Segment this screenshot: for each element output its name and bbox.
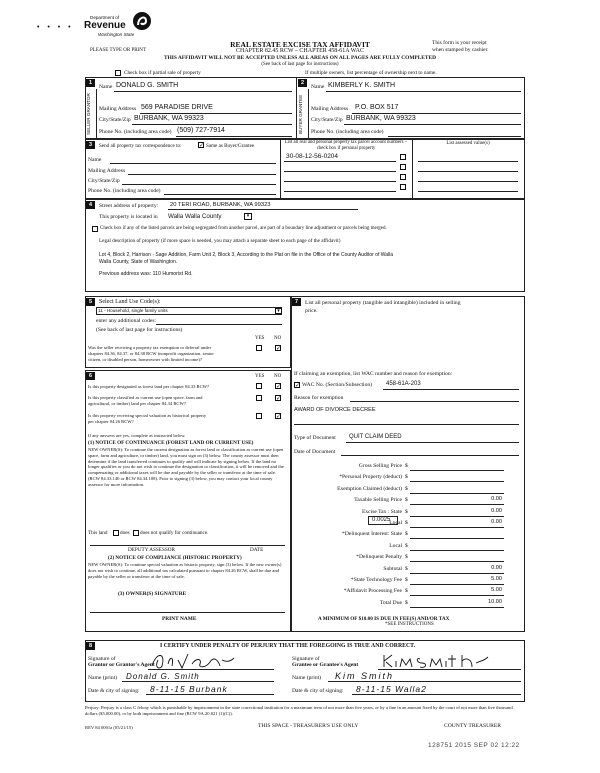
state-technology-fee-dollar: $ xyxy=(405,577,408,583)
grantor-name-print-label: Name (print) xyxy=(88,675,118,681)
print-name-label: PRINT NAME xyxy=(162,616,197,622)
same-as-buyer-label: Same as Buyer/Grantee xyxy=(206,143,255,149)
recording-stamp: 128751 2015 SEP 02 12:22 xyxy=(428,742,520,749)
seller-side-divider xyxy=(96,89,97,139)
delinquent-interest-local-line xyxy=(410,550,504,551)
see-back-notice: (See back of last page for instructions) xyxy=(261,62,339,67)
affidavit-processing-fee-line xyxy=(410,595,504,596)
s3-city-label: City/State/Zip xyxy=(88,178,120,184)
county-treasurer-label: COUNTY TREASURER xyxy=(444,723,502,729)
form-revision: REV 84 0001a (05/21/15) xyxy=(85,725,133,730)
form-title: REAL ESTATE EXCISE TAX AFFIDAVIT xyxy=(230,40,370,49)
buyer-city-value[interactable]: BURBANK, WA 99323 xyxy=(346,115,416,122)
historic-question-2: per chapter 84.26 RCW? xyxy=(88,419,134,424)
grantee-name-print-label: Name (print) xyxy=(292,675,322,681)
taxable-selling-price-label: Taxable Selling Price xyxy=(354,497,402,503)
buyer-city-label: City/State/Zip xyxy=(311,117,343,123)
doc-date-line xyxy=(341,455,519,456)
parcel-line-2 xyxy=(284,171,396,172)
delinquent-penalty-label: *Delinquent Penalty xyxy=(356,554,402,560)
excise-tax-state-label: Excise Tax : State xyxy=(361,509,402,515)
grantee-date-label: Date & city of signing: xyxy=(292,688,344,694)
s6-no-header: NO xyxy=(274,374,282,379)
taxable-selling-price-value[interactable]: 0.00 xyxy=(491,496,502,502)
excise-tax-local-value[interactable]: 0.00 xyxy=(491,519,502,525)
affidavit-processing-fee-label: *Affidavit Processing Fee xyxy=(343,588,402,594)
forest-land-question: Is this property designated as forest land per chapter 84.33 RCW? xyxy=(88,384,210,389)
state-technology-fee-label: *State Technology Fee xyxy=(350,577,402,583)
previous-address[interactable]: Previous address was: 110 Humorist Rd. xyxy=(99,271,193,277)
excise-tax-state-value[interactable]: 0.00 xyxy=(491,508,502,514)
segregated-checkbox[interactable] xyxy=(92,226,98,232)
historic-no-checkbox[interactable]: ✓ xyxy=(276,413,282,420)
section5-number: 5 xyxy=(86,298,95,306)
s3-phone-line xyxy=(164,194,276,195)
assessed-line-1 xyxy=(418,161,518,162)
personal-property-deduct-line xyxy=(410,481,504,482)
legal-description-line1[interactable]: Lot 4, Block 2, Harrison - Sage Addition, Farm Unit 2, Block 3, According to the Plat on file in the Office of the County Auditor of Walla xyxy=(99,252,394,258)
owner-signature-label: (3) OWNER(S) SIGNATURE xyxy=(118,591,187,597)
seller-side-label: SELLER GRANTOR xyxy=(86,93,91,135)
dots-mark: • • • • xyxy=(37,24,74,31)
buyer-name-line xyxy=(326,91,521,92)
doc-date-label: Date of Document xyxy=(294,449,336,455)
s3-phone-label: Phone No. (including area code) xyxy=(88,188,161,194)
personal-property-checkbox-4[interactable] xyxy=(400,184,406,190)
s3-name-line xyxy=(110,163,276,164)
subtotal-value[interactable]: 0.00 xyxy=(491,565,502,571)
buyer-mailing-value[interactable]: P.O. BOX 517 xyxy=(355,104,399,111)
seller-city-line xyxy=(132,124,292,125)
form-chapter: CHAPTER 82.45 RCW – CHAPTER 458-61A WAC xyxy=(236,48,364,54)
subtotal-line xyxy=(410,573,504,574)
reason-line xyxy=(350,401,519,402)
land-use-dropdown-icon[interactable]: ▾ xyxy=(275,308,282,314)
exemption-question-3: citizen, or disabled person, homeowner with limited income)? xyxy=(88,357,202,362)
forest-no-checkbox[interactable]: ✓ xyxy=(276,383,282,390)
excise-tax-local-label: Local xyxy=(389,520,402,526)
street-address-label: Street address of property: xyxy=(99,203,159,209)
see-instructions-note: *SEE INSTRUCTIONS xyxy=(385,622,434,627)
parcel-number-1[interactable]: 30-08-12-56-0204 xyxy=(286,153,339,160)
select-land-use-label: Select Land Use Code(s): xyxy=(99,299,161,305)
list-personal-property-label: List all personal property (tangible and intangible) included in selling xyxy=(305,300,461,306)
grantee-sig-label-2: Grantee or Grantee's Agent xyxy=(292,662,359,668)
total-due-dollar: $ xyxy=(405,600,408,606)
gross-selling-price-line xyxy=(410,470,504,471)
receipt-note: This form is your receipt xyxy=(432,40,487,46)
wac-line xyxy=(383,389,519,390)
excise-tax-state-line xyxy=(410,516,504,517)
partial-sale-checkbox[interactable] xyxy=(115,70,121,76)
seller-phone-label: Phone No. (including area code) xyxy=(99,129,172,135)
taxable-selling-price-dollar: $ xyxy=(405,497,408,503)
same-as-buyer-checkbox[interactable]: ✓ xyxy=(199,142,205,149)
exemption-question-1: Was the seller receiving a property tax exemption or deferral under xyxy=(88,345,212,350)
section3-divider-2 xyxy=(412,139,413,199)
grantor-name-print[interactable]: Donald G. Smith xyxy=(126,672,200,681)
list-personal-price: price. xyxy=(305,308,318,314)
dept-line3: Washington State xyxy=(98,32,135,37)
exemption-claimed-deduct-label: Exemption Claimed (deduct) xyxy=(337,486,402,492)
excise-tax-state-dollar: $ xyxy=(405,509,408,515)
seller-phone-line xyxy=(176,136,292,137)
forest-yes-checkbox[interactable] xyxy=(256,383,262,389)
delinquent-interest-local-dollar: $ xyxy=(405,543,408,549)
buyer-mailing-line xyxy=(352,113,521,114)
not-accepted-notice: THIS AFFIDAVIT WILL NOT BE ACCEPTED UNLESS ALL AREAS ON ALL PAGES ARE FULLY COMPLETED xyxy=(163,55,436,61)
current-use-yes-checkbox[interactable] xyxy=(256,395,262,401)
doc-type-line xyxy=(346,442,519,443)
buyer-name-label: Name xyxy=(311,84,325,90)
reason-label: Reason for exemption xyxy=(294,395,344,401)
land-use-value: 11 - Household, single family units xyxy=(98,308,168,313)
assessed-value-header: List assessed value(s) xyxy=(446,141,490,146)
does-qualify-checkbox[interactable] xyxy=(113,530,119,536)
assessed-line-3 xyxy=(418,181,518,182)
personal-property-checkbox-2[interactable] xyxy=(400,164,406,170)
delinquent-interest-state-label: *Delinquent Interest: State xyxy=(342,531,402,537)
excise-tax-local-dollar: $ xyxy=(405,520,408,526)
excise-tax-local-line xyxy=(410,527,504,528)
reason-line-2 xyxy=(294,424,519,425)
historic-compliance-title: (2) NOTICE OF COMPLIANCE (HISTORIC PROPERTY) xyxy=(108,555,242,561)
section8-number: 8 xyxy=(86,642,95,650)
seller-city-label: City/State/Zip xyxy=(99,117,131,123)
parties-divider xyxy=(296,77,297,139)
does-not-label: does not qualify for continuance. xyxy=(140,530,209,536)
county-dropdown-icon[interactable]: ▾ xyxy=(244,213,252,220)
does-not-qualify-checkbox[interactable] xyxy=(133,530,139,536)
grantee-sig-line xyxy=(378,669,521,670)
seller-name-line xyxy=(114,91,292,92)
total-due-value[interactable]: 10.00 xyxy=(488,599,502,605)
seller-mailing-value[interactable]: 569 PARADISE DRIVE xyxy=(141,104,213,111)
s3-mailing-line xyxy=(128,174,276,175)
wac-value[interactable]: 458-61A-203 xyxy=(386,381,421,387)
section3-number: 3 xyxy=(86,141,95,149)
buyer-phone-line xyxy=(388,136,521,137)
located-in-label: This property is located in xyxy=(99,214,158,220)
parcel-list-header: List all real and personal property tax parcel account numbers – check box if personal property xyxy=(284,140,408,151)
current-use-question-2: agricultural, or timber) land per chapter 84.34 RCW? xyxy=(88,401,186,406)
grantor-date-label: Date & city of signing: xyxy=(88,688,140,694)
legal-description-line2[interactable]: Walla County, State of Washington. xyxy=(99,259,178,265)
reason-value[interactable]: AWARD OF DIVORCE DECREE xyxy=(294,407,376,413)
section1-number: 1 xyxy=(86,79,95,87)
affidavit-processing-fee-value[interactable]: 5.00 xyxy=(491,587,502,593)
dept-line1: Department of xyxy=(90,15,120,20)
section6-number: 6 xyxy=(86,372,95,380)
receipt-note-2: when stamped by cashier. xyxy=(432,47,489,53)
s3-name-label: Name xyxy=(88,157,102,163)
seller-name-label: Name xyxy=(99,84,113,90)
county-select[interactable]: Walla Walla County xyxy=(168,213,222,220)
grantor-date-line xyxy=(146,694,274,695)
exemption-yes-checkbox[interactable] xyxy=(256,345,262,351)
s3-city-line xyxy=(122,184,276,185)
grantee-name-line xyxy=(328,681,521,682)
dor-swirl-icon xyxy=(132,11,152,31)
section6-box xyxy=(85,370,291,632)
parcel-line-3 xyxy=(284,181,396,182)
section4-box xyxy=(85,199,525,292)
state-technology-fee-value[interactable]: 5.00 xyxy=(491,576,502,582)
subtotal-label: Subtotal xyxy=(383,566,402,572)
section3-divider xyxy=(280,139,281,199)
s5-see-back: (See back of last page for instructions) xyxy=(96,327,183,333)
section7-number: 7 xyxy=(292,298,301,306)
does-label: does xyxy=(120,530,130,536)
exemption-claim-label: If claiming an exemption, list WAC number and reason for exemption: xyxy=(294,371,453,377)
taxable-selling-price-line xyxy=(410,504,504,505)
assessed-line-4 xyxy=(418,191,518,192)
additional-codes-label: enter any additional codes: xyxy=(96,318,157,324)
gross-selling-price-label: Gross Selling Price xyxy=(358,463,402,469)
seller-city-value[interactable]: BURBANK, WA 99323 xyxy=(134,115,204,122)
street-address-line xyxy=(168,209,358,210)
grantor-sig-label-1: Signature of xyxy=(88,656,116,662)
delinquent-penalty-line xyxy=(410,561,504,562)
delinquent-penalty-dollar: $ xyxy=(405,554,408,560)
minimum-due-note: A MINIMUM OF $10.00 IS DUE IN FEE(S) AND/OR TAX xyxy=(318,616,450,622)
continuance-body: NEW OWNER(S): To continue the current designation as forest land or classification as current use (open space, farm and agriculture, or timber) land, you must sign on (3) below. The county assessor must then determine if the land transferred continues to qualify and will indicate by signing below. If the land no longer qualifies or you do not wish to continue the designation or classification, it will be removed and the compensating or additional taxes will be due and payable by the seller or transferor at the time of sale. (RCW 84.33.140 or RCW 84.34.108). Prior to signing (3) below, you may contact your local county assessor for more information. xyxy=(88,447,284,487)
current-use-question-1: Is this property classified as current use (open space, farm and xyxy=(88,395,203,400)
delinquent-interest-local-label: Local xyxy=(389,543,402,549)
grantor-sig-label-2: Grantor or Grantor's Agent xyxy=(88,662,155,668)
seller-mailing-label: Mailing Address xyxy=(99,106,137,112)
certify-statement: I CERTIFY UNDER PENALTY OF PERJURY THAT THE FOREGOING IS TRUE AND CORRECT. xyxy=(160,643,416,649)
legal-description-label: Legal description of property (if more space is needed, you may attach a separate sheet to each page of the affidavit) xyxy=(99,238,341,244)
please-type-label: PLEASE TYPE OR PRINT xyxy=(90,48,146,53)
total-due-label: Total Due xyxy=(379,600,402,606)
additional-codes-line xyxy=(156,324,282,325)
exemption-no-checkbox[interactable]: ✓ xyxy=(276,345,282,352)
assessed-line-2 xyxy=(418,171,518,172)
dept-line2: Revenue xyxy=(84,20,126,31)
buyer-mailing-label: Mailing Address xyxy=(311,106,349,112)
historic-compliance-body: NEW OWNER(S): To continue special valuation as historic property, sign (3) below. If the new owner(s) does not wish to continue, all additional tax calculated pursuant to chapter 84.26 RCW, shall be due and payable by the seller or transferor at the time of sale. xyxy=(88,562,282,579)
print-name-line xyxy=(90,612,285,613)
this-land-label: This land xyxy=(88,530,108,536)
personal-property-deduct-label: *Personal Property (deduct) xyxy=(339,474,402,480)
segregated-label: Check box if any of the listed parcels are being segregated from another parcel, are part of a boundary line adjustment or parcels being merged. xyxy=(100,226,387,231)
s5-no-header: NO xyxy=(274,336,282,341)
gross-selling-price-dollar: $ xyxy=(405,463,408,469)
state-technology-fee-line xyxy=(410,584,504,585)
exemption-question-2: chapters 84.36, 84.37, or 84.38 RCW (nonprofit organization, senior xyxy=(88,351,214,356)
buyer-side-label: BUYER GRANTEE xyxy=(298,94,303,134)
buyer-side-divider xyxy=(308,89,309,139)
send-correspondence-label: Send all property tax correspondence to: xyxy=(99,143,182,149)
s6-yes-header: YES xyxy=(255,374,265,379)
seller-name-value[interactable]: DONALD G. SMITH xyxy=(116,82,179,89)
delinquent-interest-state-dollar: $ xyxy=(405,531,408,537)
grantee-name-print[interactable]: Kim Smith xyxy=(335,671,395,681)
rate-value: 0.0025 xyxy=(372,517,391,523)
grantor-name-line xyxy=(122,681,274,682)
buyer-name-value[interactable]: KIMBERLY K. SMITH xyxy=(328,82,396,89)
parcel-line-4 xyxy=(284,191,396,192)
exemption-claimed-deduct-dollar: $ xyxy=(405,486,408,492)
buyer-city-line xyxy=(344,124,521,125)
grantee-sig-label-1: Signature of xyxy=(292,656,320,662)
parcel-line-1 xyxy=(284,161,396,162)
doc-type-label: Type of Document xyxy=(294,435,336,441)
if-yes-instruction: If any answers are yes, complete as instructed below. xyxy=(88,433,186,438)
section4-number: 4 xyxy=(86,201,95,209)
exemption-claimed-deduct-line xyxy=(410,493,504,494)
grantor-sig-line xyxy=(148,669,274,670)
subtotal-dollar: $ xyxy=(405,566,408,572)
perjury-notice: Perjury: Perjury is a class C felony which is punishable by imprisonment in the state correctional institution for a maximum term of not more than five years, or by a fine in an amount fixed by the court of not more than five thousand dollars ($5,000.00), or by both imprisonment and fine (RCW 9A.20.021 (1)(C)). xyxy=(85,705,513,716)
buyer-phone-label: Phone No. (including area code) xyxy=(311,129,384,135)
treasurer-use-label: THIS SPACE - TREASURER'S USE ONLY xyxy=(258,723,359,729)
s5-yes-header: YES xyxy=(255,336,265,341)
historic-yes-checkbox[interactable] xyxy=(256,413,262,419)
multiple-owners-note: If multiple owners, list percentage of ownership next to name. xyxy=(305,70,437,76)
current-use-no-checkbox[interactable]: ✓ xyxy=(276,395,282,402)
personal-property-checkbox-1[interactable] xyxy=(400,154,406,160)
seller-mailing-line xyxy=(140,113,292,114)
seller-phone-value[interactable]: (509) 727-7914 xyxy=(177,127,225,134)
affidavit-processing-fee-dollar: $ xyxy=(405,588,408,594)
delinquent-interest-state-line xyxy=(410,538,504,539)
wac-checkbox[interactable]: ✓ xyxy=(295,382,301,389)
deputy-line xyxy=(90,545,285,546)
personal-property-deduct-dollar: $ xyxy=(405,474,408,480)
continuance-title: (1) NOTICE OF CONTINUANCE (FOREST LAND OR CURRENT USE) xyxy=(88,440,254,446)
street-address-value[interactable]: 20 TERI ROAD, BURBANK, WA 99323 xyxy=(170,202,271,208)
grantee-date-line xyxy=(352,694,521,695)
historic-question-1: Is this property receiving special valuation as historical property xyxy=(88,413,207,418)
dor-logo xyxy=(84,11,164,43)
deputy-assessor-label: DEPUTY ASSESSOR xyxy=(128,547,175,553)
doc-type-value[interactable]: QUIT CLAIM DEED xyxy=(349,434,402,440)
grantor-date-value[interactable]: 8-11-15 Burbank xyxy=(150,684,228,694)
grantee-date-value[interactable]: 8-11-15 Walla2 xyxy=(356,684,427,694)
grantee-signature[interactable] xyxy=(380,651,490,671)
section2-number: 2 xyxy=(298,79,307,87)
personal-property-checkbox-3[interactable] xyxy=(400,174,406,180)
s3-mailing-label: Mailing Address xyxy=(88,168,126,174)
total-due-line xyxy=(410,607,504,608)
deputy-date-label: DATE xyxy=(250,547,264,553)
partial-sale-label: Check box if partial sale of property xyxy=(124,70,201,76)
wac-label: WAC No. (Section/Subsection) xyxy=(302,382,373,388)
